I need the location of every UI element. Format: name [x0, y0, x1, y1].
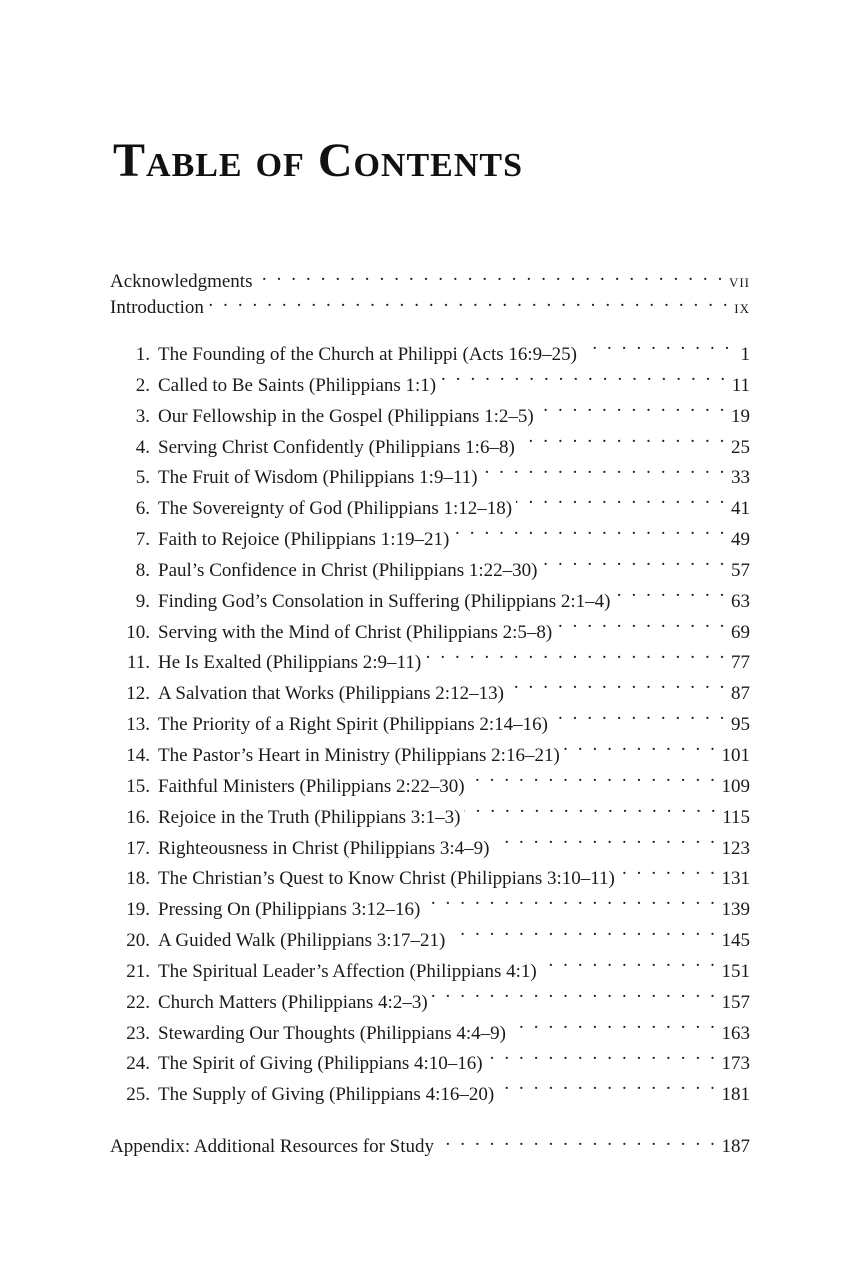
- entry-page-number: 87: [731, 683, 750, 705]
- toc-entry-chapter[interactable]: [110, 679, 750, 710]
- chapter-number: 23.: [126, 1022, 150, 1044]
- back-matter-list: [110, 1133, 750, 1159]
- chapter-number: 8.: [135, 559, 150, 581]
- chapter-number: 9.: [135, 590, 150, 612]
- entry-page-number: 157: [721, 991, 750, 1013]
- dot-leader: [541, 557, 727, 576]
- toc-entry-chapter[interactable]: [110, 1080, 750, 1111]
- entry-title: Called to Be Saints (Philippians 1:1): [158, 374, 437, 396]
- entry-page-number: 151: [721, 960, 750, 982]
- entry-page-number: 33: [731, 467, 750, 489]
- toc-entry-chapter[interactable]: [110, 895, 750, 926]
- dot-leader: [552, 711, 727, 730]
- toc-entry-appendix[interactable]: [110, 1133, 750, 1159]
- entry-title: A Salvation that Works (Philippians 2:12–13): [158, 683, 504, 705]
- chapter-number: 2.: [135, 374, 150, 396]
- toc-entry-chapter[interactable]: [110, 648, 750, 679]
- entry-title: The Pastor’s Heart in Ministry (Philippians 2:16–21): [158, 744, 560, 766]
- entry-page-number: 181: [721, 1084, 750, 1106]
- toc-entry-chapter[interactable]: [110, 957, 750, 988]
- chapter-number: 15.: [126, 775, 150, 797]
- entry-title: Pressing On (Philippians 3:12–16): [158, 899, 421, 921]
- dot-leader: [424, 896, 717, 915]
- entry-page-number: ix: [734, 297, 750, 318]
- entry-page-number: 11: [731, 374, 750, 396]
- chapter-number: 11.: [126, 652, 150, 674]
- chapter-number: 7.: [135, 529, 150, 551]
- entry-page-number: 131: [721, 868, 750, 890]
- chapter-number: 19.: [126, 899, 150, 921]
- entry-page-number: 163: [721, 1022, 750, 1044]
- entry-title: The Fruit of Wisdom (Philippians 1:9–11): [158, 467, 478, 489]
- dot-leader: [438, 1133, 717, 1152]
- entry-page-number: 25: [731, 436, 750, 458]
- entry-page-number: 19: [731, 405, 750, 427]
- entry-title: Finding God’s Consolation in Suffering (Philippians 2:1–4): [158, 590, 611, 612]
- toc-entry-chapter[interactable]: [110, 926, 750, 957]
- toc-entry-chapter[interactable]: [110, 1019, 750, 1050]
- entry-page-number: 187: [721, 1136, 750, 1157]
- toc-entry-chapter[interactable]: [110, 803, 750, 834]
- entry-title: The Spirit of Giving (Philippians 4:10–16): [158, 1053, 483, 1075]
- toc-entry-chapter[interactable]: [110, 494, 750, 525]
- entry-page-number: 95: [731, 714, 750, 736]
- toc-entry-chapter[interactable]: [110, 587, 750, 618]
- toc-entry-chapter[interactable]: [110, 988, 750, 1019]
- entry-title: The Founding of the Church at Philippi (Acts 16:9–25): [158, 344, 578, 365]
- entry-title: Rejoice in the Truth (Philippians 3:1–3): [158, 806, 461, 828]
- dot-leader: [519, 434, 727, 453]
- entry-page-number: 69: [731, 621, 750, 643]
- toc-entry-chapter[interactable]: [110, 433, 750, 464]
- toc-entry-chapter[interactable]: [110, 340, 750, 371]
- entry-page-number: 115: [722, 806, 750, 828]
- entry-title: The Christian’s Quest to Know Christ (Philippians 3:10–11): [158, 868, 615, 890]
- entry-title: Righteousness in Christ (Philippians 3:4–9): [158, 837, 490, 859]
- chapter-number: 16.: [126, 806, 150, 828]
- entry-title: Our Fellowship in the Gospel (Philippians 1:2–5): [158, 405, 534, 427]
- toc-entry-chapter[interactable]: [110, 772, 750, 803]
- toc-entry-chapter[interactable]: [110, 556, 750, 587]
- entry-title: Acknowledgments: [110, 271, 253, 292]
- page-title: Table of Contents: [113, 134, 523, 187]
- chapter-number: 12.: [126, 683, 150, 705]
- entry-title: The Priority of a Right Spirit (Philippians 2:14–16): [158, 714, 549, 736]
- entry-title: Introduction: [110, 297, 204, 318]
- dot-leader: [615, 588, 728, 607]
- dot-leader: [493, 835, 717, 854]
- entry-title: The Sovereignty of God (Philippians 1:12–18): [158, 498, 513, 520]
- chapter-number: 24.: [126, 1053, 150, 1075]
- chapter-number: 21.: [126, 960, 150, 982]
- dot-leader: [516, 495, 727, 514]
- entry-page-number: 145: [721, 930, 750, 952]
- dot-leader: [449, 927, 717, 946]
- chapter-list: [110, 340, 750, 1111]
- chapter-number: 5.: [135, 467, 150, 489]
- chapter-number: 6.: [135, 498, 150, 520]
- entry-title: Church Matters (Philippians 4:2–3): [158, 991, 428, 1013]
- toc-entry-chapter[interactable]: [110, 1049, 750, 1080]
- chapter-number: 13.: [126, 714, 150, 736]
- chapter-number: 4.: [135, 436, 150, 458]
- entry-page-number: 63: [731, 590, 750, 612]
- chapter-number: 18.: [126, 868, 150, 890]
- toc-entry-chapter[interactable]: [110, 834, 750, 865]
- toc-entry-chapter[interactable]: [110, 618, 750, 649]
- entry-title: Faith to Rejoice (Philippians 1:19–21): [158, 529, 450, 551]
- toc-entry-chapter[interactable]: [110, 525, 750, 556]
- chapter-number: 25.: [126, 1084, 150, 1106]
- entry-page-number: 41: [731, 498, 750, 520]
- front-matter-list: [110, 268, 750, 320]
- chapter-number: 17.: [126, 837, 150, 859]
- toc-entry-chapter[interactable]: [110, 710, 750, 741]
- dot-leader: [581, 341, 732, 360]
- toc-entry-chapter[interactable]: [110, 402, 750, 433]
- dot-leader: [487, 1050, 718, 1069]
- toc-entry-chapter[interactable]: [110, 371, 750, 402]
- entry-title: Serving with the Mind of Christ (Philippians 2:5–8): [158, 621, 553, 643]
- dot-leader: [538, 403, 727, 422]
- toc-entry-chapter[interactable]: [110, 741, 750, 772]
- dot-leader: [564, 742, 718, 761]
- entry-page-number: 57: [731, 559, 750, 581]
- dot-leader: [498, 1081, 717, 1100]
- entry-page-number: 139: [721, 899, 750, 921]
- entry-page-number: 173: [721, 1053, 750, 1075]
- dot-leader: [541, 958, 718, 977]
- entry-page-number: vii: [728, 271, 750, 292]
- dot-leader: [556, 619, 727, 638]
- entry-title: Paul’s Confidence in Christ (Philippians 1:22–30): [158, 559, 538, 581]
- dot-leader: [440, 372, 728, 391]
- dot-leader: [208, 294, 730, 313]
- entry-page-number: 101: [721, 744, 750, 766]
- entry-page-number: 77: [731, 652, 750, 674]
- dot-leader: [432, 989, 718, 1008]
- dot-leader: [425, 649, 727, 668]
- toc-entry-chapter[interactable]: [110, 463, 750, 494]
- dot-leader: [469, 773, 718, 792]
- entry-title: Stewarding Our Thoughts (Philippians 4:4–9): [158, 1022, 506, 1044]
- entry-page-number: 1: [740, 344, 750, 365]
- chapter-number: 14.: [126, 744, 150, 766]
- dot-leader: [453, 526, 727, 545]
- dot-leader: [256, 268, 724, 287]
- dot-leader: [464, 804, 718, 823]
- chapter-number: 22.: [126, 991, 150, 1013]
- entry-title: The Supply of Giving (Philippians 4:16–20): [158, 1084, 495, 1106]
- chapter-number: 3.: [135, 405, 150, 427]
- toc-entry-chapter[interactable]: [110, 864, 750, 895]
- entry-title: Serving Christ Confidently (Philippians 1:6–8): [158, 436, 515, 458]
- entry-title: The Spiritual Leader’s Affection (Philippians 4:1): [158, 960, 537, 982]
- entry-title: He Is Exalted (Philippians 2:9–11): [158, 652, 422, 674]
- chapter-number: 20.: [126, 930, 150, 952]
- entry-page-number: 109: [721, 775, 750, 797]
- entry-page-number: 49: [731, 529, 750, 551]
- entry-title: A Guided Walk (Philippians 3:17–21): [158, 930, 446, 952]
- dot-leader: [508, 680, 727, 699]
- entry-page-number: 123: [721, 837, 750, 859]
- dot-leader: [619, 865, 718, 884]
- toc-entry-acknowledgments[interactable]: [110, 268, 750, 294]
- entry-title: Faithful Ministers (Philippians 2:22–30): [158, 775, 465, 797]
- chapter-number: 10.: [126, 621, 150, 643]
- entry-title: Appendix: Additional Resources for Study: [110, 1136, 435, 1157]
- toc-entry-introduction[interactable]: [110, 294, 750, 320]
- dot-leader: [482, 464, 727, 483]
- chapter-number: 1.: [135, 344, 150, 365]
- dot-leader: [510, 1020, 718, 1039]
